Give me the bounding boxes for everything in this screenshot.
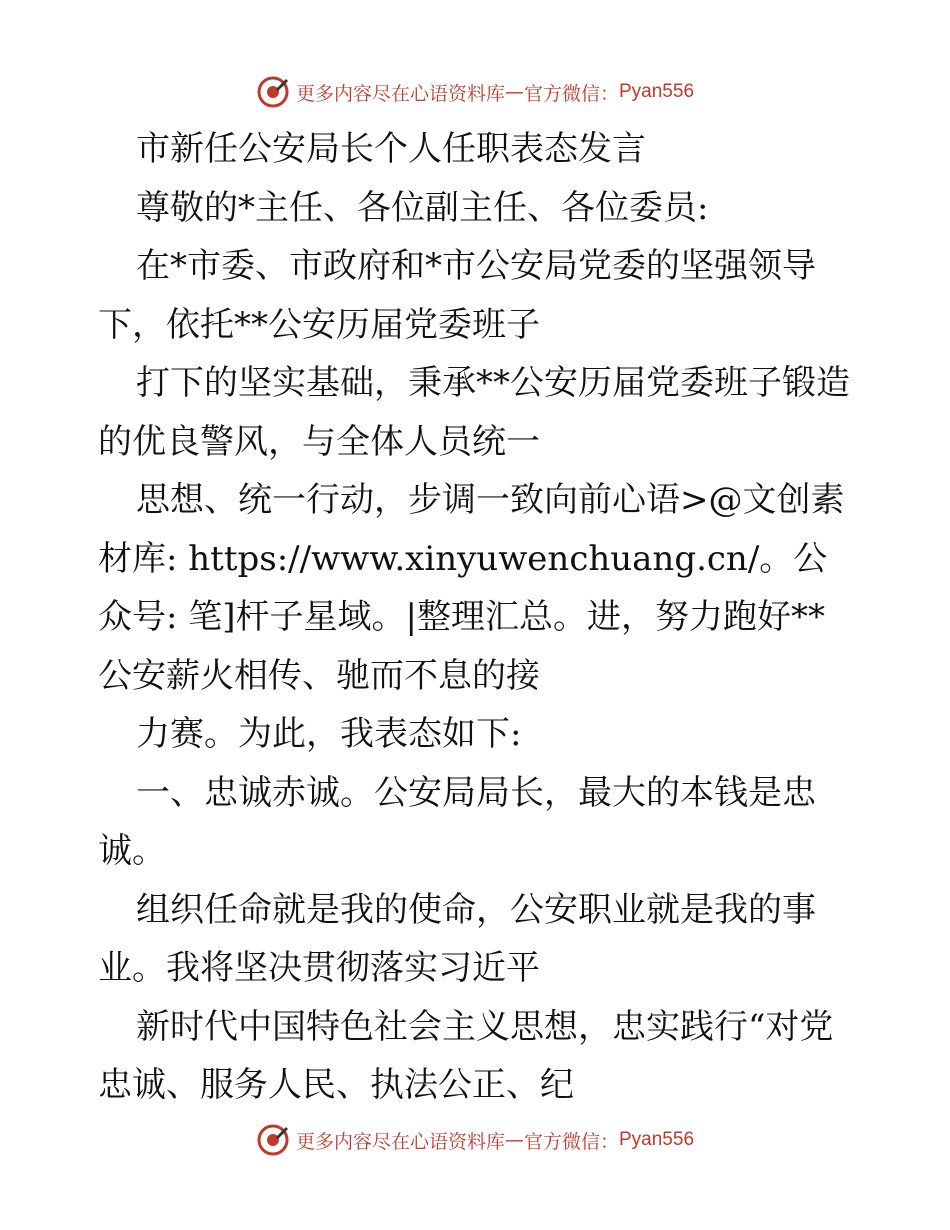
- body-paragraph: 新时代中国特色社会主义思想，忠实践行“对党忠诚、服务人民、执法公正、纪: [98, 1006, 834, 1105]
- body-paragraph: 在*市委、市政府和*市公安局党委的坚强领导下，依托**公安历届党委班子: [98, 246, 816, 345]
- footer-watermark-banner: [0, 1120, 950, 1160]
- brush-logo-icon: [256, 75, 290, 109]
- body-paragraph: 力赛。为此，我表态如下:: [136, 714, 522, 754]
- banner-wechat-id: Pyan556: [619, 81, 695, 102]
- banner-separator: —: [504, 81, 524, 103]
- banner-wechat-label: 官方微信：: [523, 82, 619, 105]
- body-paragraph: 一、忠诚赤诚。公安局局长，最大的本钱是忠诚。: [98, 772, 816, 871]
- banner-wechat-label: 官方微信：: [523, 1130, 619, 1153]
- header-watermark-banner: [0, 72, 950, 112]
- banner-text: 更多内容尽在心语资料库: [295, 1130, 505, 1153]
- salutation: 尊敬的*主任、各位副主任、各位委员:: [136, 187, 709, 228]
- document-body: [98, 120, 858, 1115]
- body-paragraph: 思想、统一行动，步调一致向前心语>@文创素材库: https://www.xinyuwenchuang.cn/。公众号: 笔]杆子星域。|整理汇总。进，努力跑好**公安薪火相传、驰而不息的接: [98, 480, 845, 696]
- banner-text: 更多内容尽在心语资料库: [295, 82, 505, 105]
- document-title: 市新任公安局长个人任职表态发言: [136, 129, 646, 169]
- body-paragraph: 组织任命就是我的使命，公安职业就是我的事业。我将坚决贯彻落实习近平: [98, 889, 816, 988]
- banner-separator: —: [504, 1129, 524, 1151]
- brush-logo-icon: [256, 1123, 290, 1157]
- body-paragraph: 打下的坚实基础，秉承**公安历届党委班子锻造的优良警风，与全体人员统一: [98, 363, 850, 462]
- banner-wechat-id: Pyan556: [619, 1129, 695, 1150]
